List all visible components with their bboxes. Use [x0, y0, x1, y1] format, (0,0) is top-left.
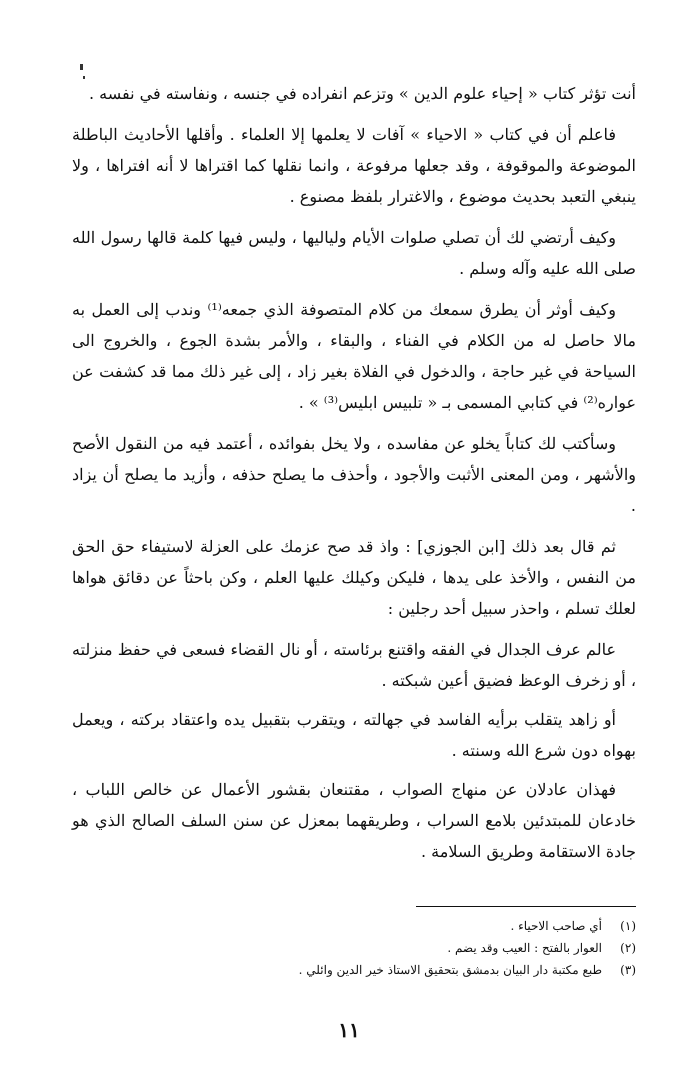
paragraph-8: أو زاهد يتقلب برأيه الفاسد في جهالته ، ويتقرب بتقبيل يده واعتقاد بركته ، ويعمل بهواه دون شرع الله وسنته . [72, 710, 636, 760]
page-speck [83, 76, 85, 79]
paragraph-6: ثم قال بعد ذلك [ابن الجوزي] : واذ قد صح عزمك على العزلة لاستيفاء حق الحق من النفس ، والأخذ على يدها ، فليكن وكيلك عليها العلم ، وكن باحثاً عن دقائق هواها لعلك تسلم ، واحذر سبيل أحد رجلين : [72, 537, 636, 618]
footnote-2 [72, 937, 636, 959]
footnote-3 [72, 959, 636, 981]
footnote-text: أي صاحب الاحياء . [510, 919, 602, 933]
paragraph-1: أنت تؤثر كتاب « إحياء علوم الدين » وتزعم انفراده في جنسه ، ونفاسته في نفسه . [89, 84, 636, 103]
footnote-text: العوار بالفتح : العيب وقد يضم . [447, 941, 602, 955]
footnote-1 [72, 915, 636, 937]
page-speck [80, 64, 83, 70]
footnotes [72, 906, 636, 981]
footnote-number: (٣) [620, 963, 636, 977]
paragraph-4: وكيف أوثر أن يطرق سمعك من كلام المتصوفة الذي جمعه⁽¹⁾ وندب إلى العمل به مالا حاصل له من الكلام في الفناء ، والبقاء ، والأمر بشدة الجوع ، والخروج الى السياحة في غير حاجة ، والدخول في الفلاة بغير زاد ، إلى غير ذلك مما قد كشفت عن عواره⁽²⁾ في كتابي المسمى بـ « تلبيس ابليس⁽³⁾ » . [72, 300, 636, 412]
footnote-divider [416, 906, 636, 907]
paragraph-7: عالم عرف الجدال في الفقه واقتنع برئاسته ، أو نال القضاء فسعى في حفظ منزلته ، أو زخرف الوعظ فضيق أعين شبكته . [72, 640, 636, 690]
paragraph-3: وكيف أرتضي لك أن تصلي صلوات الأيام ولياليها ، وليس فيها كلمة قالها رسول الله صلى الله عليه وآله وسلم . [72, 228, 636, 278]
page-number: ١١ [338, 1018, 360, 1042]
paragraph-5: وسأكتب لك كتاباً يخلو عن مفاسده ، ولا يخل بفوائده ، أعتمد فيه من النقول الأصح والأشهر ، ومن المعنى الأثبت والأجود ، وأحذف ما يصلح حذفه ، وأزيد ما يصلح أن يزاد . [72, 434, 636, 515]
footnote-number: (١) [620, 919, 636, 933]
footnote-number: (٢) [620, 941, 636, 955]
footnote-text: طبع مكتبة دار البيان بدمشق بتحقيق الاستاذ خير الدين وائلي . [298, 963, 602, 977]
paragraph-2: فاعلم أن في كتاب « الاحياء » آفات لا يعلمها إلا العلماء . وأقلها الأحاديث الباطلة الموضوعة والموقوفة ، وقد جعلها مرفوعة ، وانما نقلها كما اقتراها لا أنه افتراها ، ولا ينبغي التعبد بحديث موضوع ، والاغترار بلفظ مصنوع . [72, 125, 636, 206]
paragraph-9: فهذان عادلان عن منهاج الصواب ، مقتنعان بقشور الأعمال عن خالص اللباب ، خادعان للمبتدئين بلامع السراب ، وطريقهما بمعزل عن سنن السلف الصالح الذي هو جادة الاستقامة وطريق السلامة . [72, 780, 636, 861]
